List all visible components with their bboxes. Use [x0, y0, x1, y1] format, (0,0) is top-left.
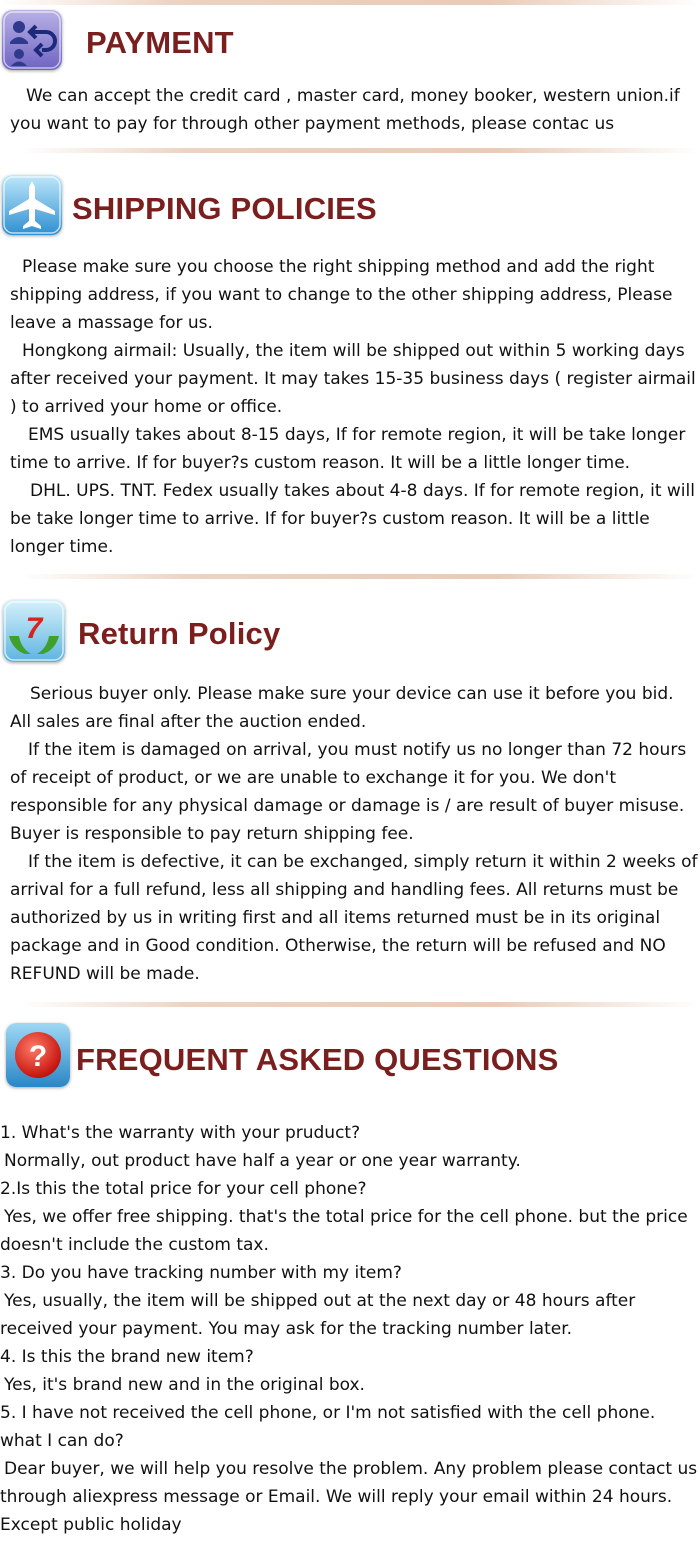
faq-question: 4. Is this the brand new item?: [0, 1347, 254, 1367]
return-paragraph: Serious buyer only. Please make sure your device can use it before you bid. All sales are final after the auction ended.: [10, 684, 674, 732]
section-divider: [20, 1002, 700, 1007]
section-divider: [20, 574, 700, 579]
payment-cycle-icon: [2, 10, 62, 70]
faq-question: 3. Do you have tracking number with my item?: [0, 1263, 402, 1283]
shipping-title: SHIPPING POLICIES: [72, 191, 377, 226]
faq-answer: Yes, it's brand new and in the original box.: [4, 1375, 365, 1395]
section-divider: [20, 148, 700, 153]
svg-text:?: ?: [28, 1040, 48, 1073]
payment-body: We can accept the credit card , master card, money booker, western union.if you want to pay for through other payment methods, please contac us: [10, 86, 680, 134]
top-divider: [0, 0, 700, 5]
payment-title: PAYMENT: [86, 25, 234, 60]
faq-question: 2.Is this the total price for your cell phone?: [0, 1179, 367, 1199]
faq-answer: Normally, out product have half a year or one year warranty.: [4, 1151, 521, 1171]
seven-days-hands-icon: [3, 600, 65, 662]
question-mark-icon: [6, 1023, 70, 1087]
airplane-icon: [2, 175, 62, 235]
shipping-paragraph: DHL. UPS. TNT. Fedex usually takes about 4-8 days. If for remote region, it will be take longer time to arrive. If for buyer?s custom reason. It will be a little longer time.: [10, 481, 695, 557]
return-paragraph: If the item is defective, it can be exchanged, simply return it within 2 weeks of arrival for a full refund, less all shipping and handling fees. All returns must be authorized by us in writing first and all items returned must be in its original package and in Good condition. Otherwise, the return will be refused and NO REFUND will be made.: [10, 852, 698, 984]
shipping-paragraph: Please make sure you choose the right shipping method and add the right shipping address, if you want to change to the other shipping address, Please leave a massage for us.: [10, 257, 673, 333]
return-paragraph: If the item is damaged on arrival, you must notify us no longer than 72 hours of receipt of product, or we are unable to exchange it for you. We don't responsible for any physical damage or damage is / are result of buyer misuse. Buyer is responsible to pay return shipping fee.: [10, 740, 687, 844]
faq-question: 5. I have not received the cell phone, or I'm not satisfied with the cell phone. what I can do?: [0, 1403, 656, 1451]
faq-title: FREQUENT ASKED QUESTIONS: [76, 1042, 559, 1077]
svg-text:7: 7: [25, 612, 43, 645]
shipping-paragraph: EMS usually takes about 8-15 days, If for remote region, it will be take longer time to arrive. If for buyer?s custom reason. It will be a little longer time.: [10, 425, 686, 473]
faq-answer: Yes, usually, the item will be shipped out at the next day or 48 hours after received your payment. You may ask for the tracking number later.: [0, 1291, 636, 1339]
faq-answer: Dear buyer, we will help you resolve the problem. Any problem please contact us through aliexpress message or Email. We will reply your email within 24 hours. Except public holiday: [0, 1459, 698, 1535]
faq-answer: Yes, we offer free shipping. that's the total price for the cell phone. but the price doesn't include the custom tax.: [0, 1207, 688, 1255]
return-title: Return Policy: [78, 616, 281, 651]
faq-question: 1. What's the warranty with your pruduct?: [0, 1123, 361, 1143]
shipping-paragraph: Hongkong airmail: Usually, the item will be shipped out within 5 working days after received your payment. It may takes 15-35 business days ( register airmail ) to arrived your home or office.: [10, 341, 696, 417]
